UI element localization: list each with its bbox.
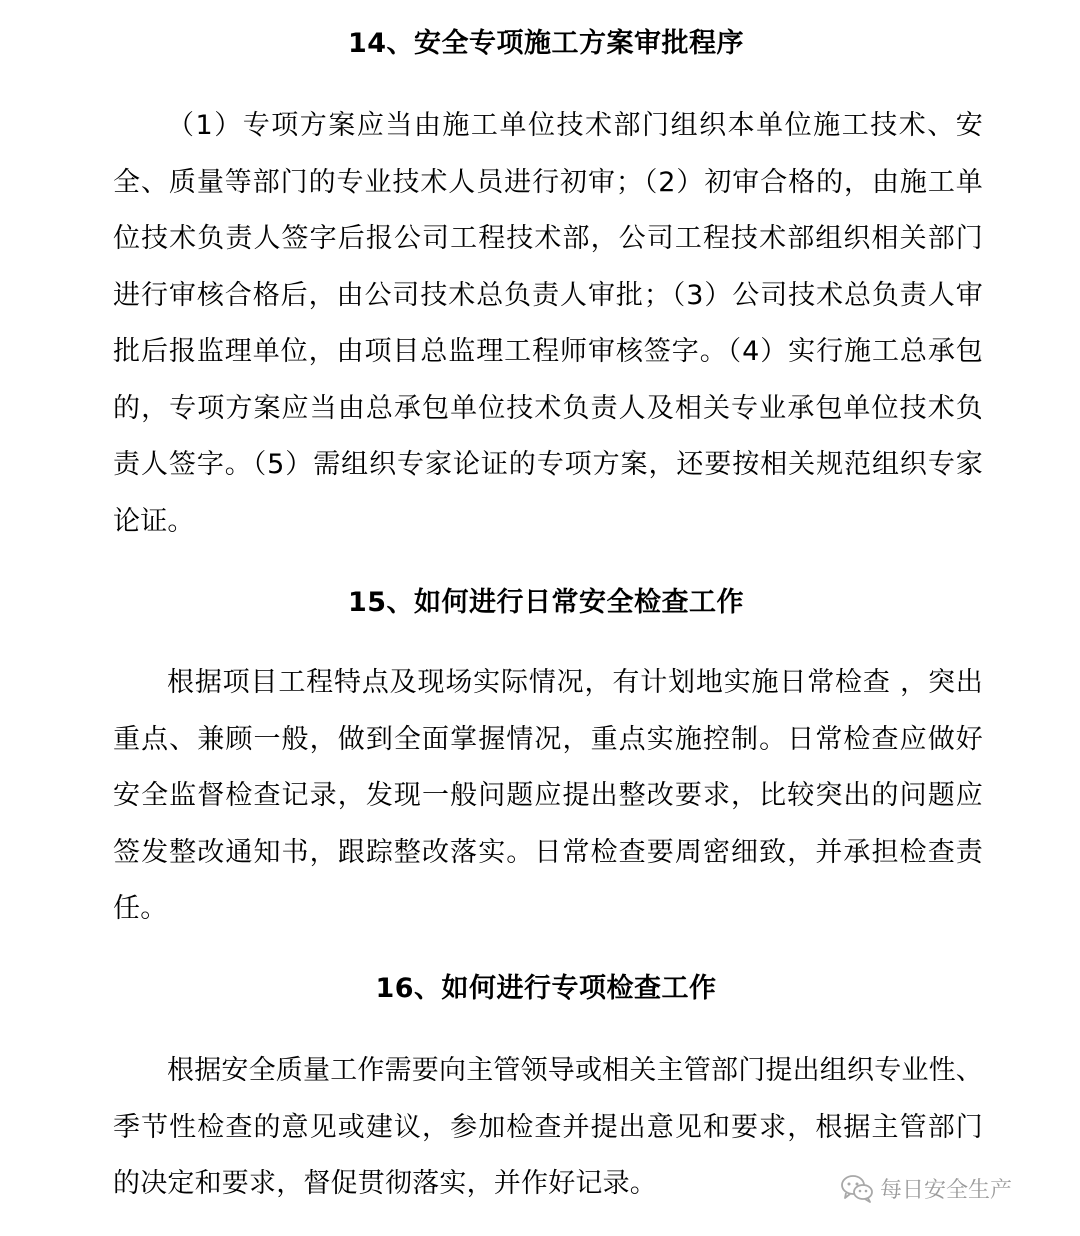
watermark-text: 每日安全生产 xyxy=(880,1177,1013,1203)
wechat-icon xyxy=(840,1173,874,1203)
section-16-body: 根据安全质量工作需要向主管领导或相关主管部门提出组织专业性、季节性检查的意见或建议，参加检查并提出意见和要求，根据主管部门的决定和要求，督促贯彻落实，并作好记录。 xyxy=(113,1055,983,1199)
watermark xyxy=(840,1170,1012,1206)
section-14-body: （1）专项方案应当由施工单位技术部门组织本单位施工技术、安全、质量等部门的专业技术人员进行初审；（2）初审合格的，由施工单位技术负责人签字后报公司工程技术部，公司工程技术部组织相关部门进行审核合格后，由公司技术总负责人审批；（3）公司技术总负责人审批后报监理单位，由项目总监理工程师审核签字。（4）实行施工总承包的，专项方案应当由总承包单位技术负责人及相关专业承包单位技术负责人签字。（5）需组织专家论证的专项方案，还要按相关规范组织专家论证。 xyxy=(113,110,983,537)
section-15-body: 根据项目工程特点及现场实际情况，有计划地实施日常检查 ，突出重点、兼顾一般，做到全面掌握情况，重点实施控制。日常检查应做好安全监督检查记录，发现一般问题应提出整改要求，比较突出的问题应签发整改通知书，跟踪整改落实。日常检查要周密细致，并承担检查责任。 xyxy=(113,667,983,924)
section-15-heading: 15、如何进行日常安全检查工作 xyxy=(347,587,745,618)
section-14-heading: 14、安全专项施工方案审批程序 xyxy=(347,28,745,59)
section-16-heading: 16、如何进行专项检查工作 xyxy=(375,973,717,1004)
